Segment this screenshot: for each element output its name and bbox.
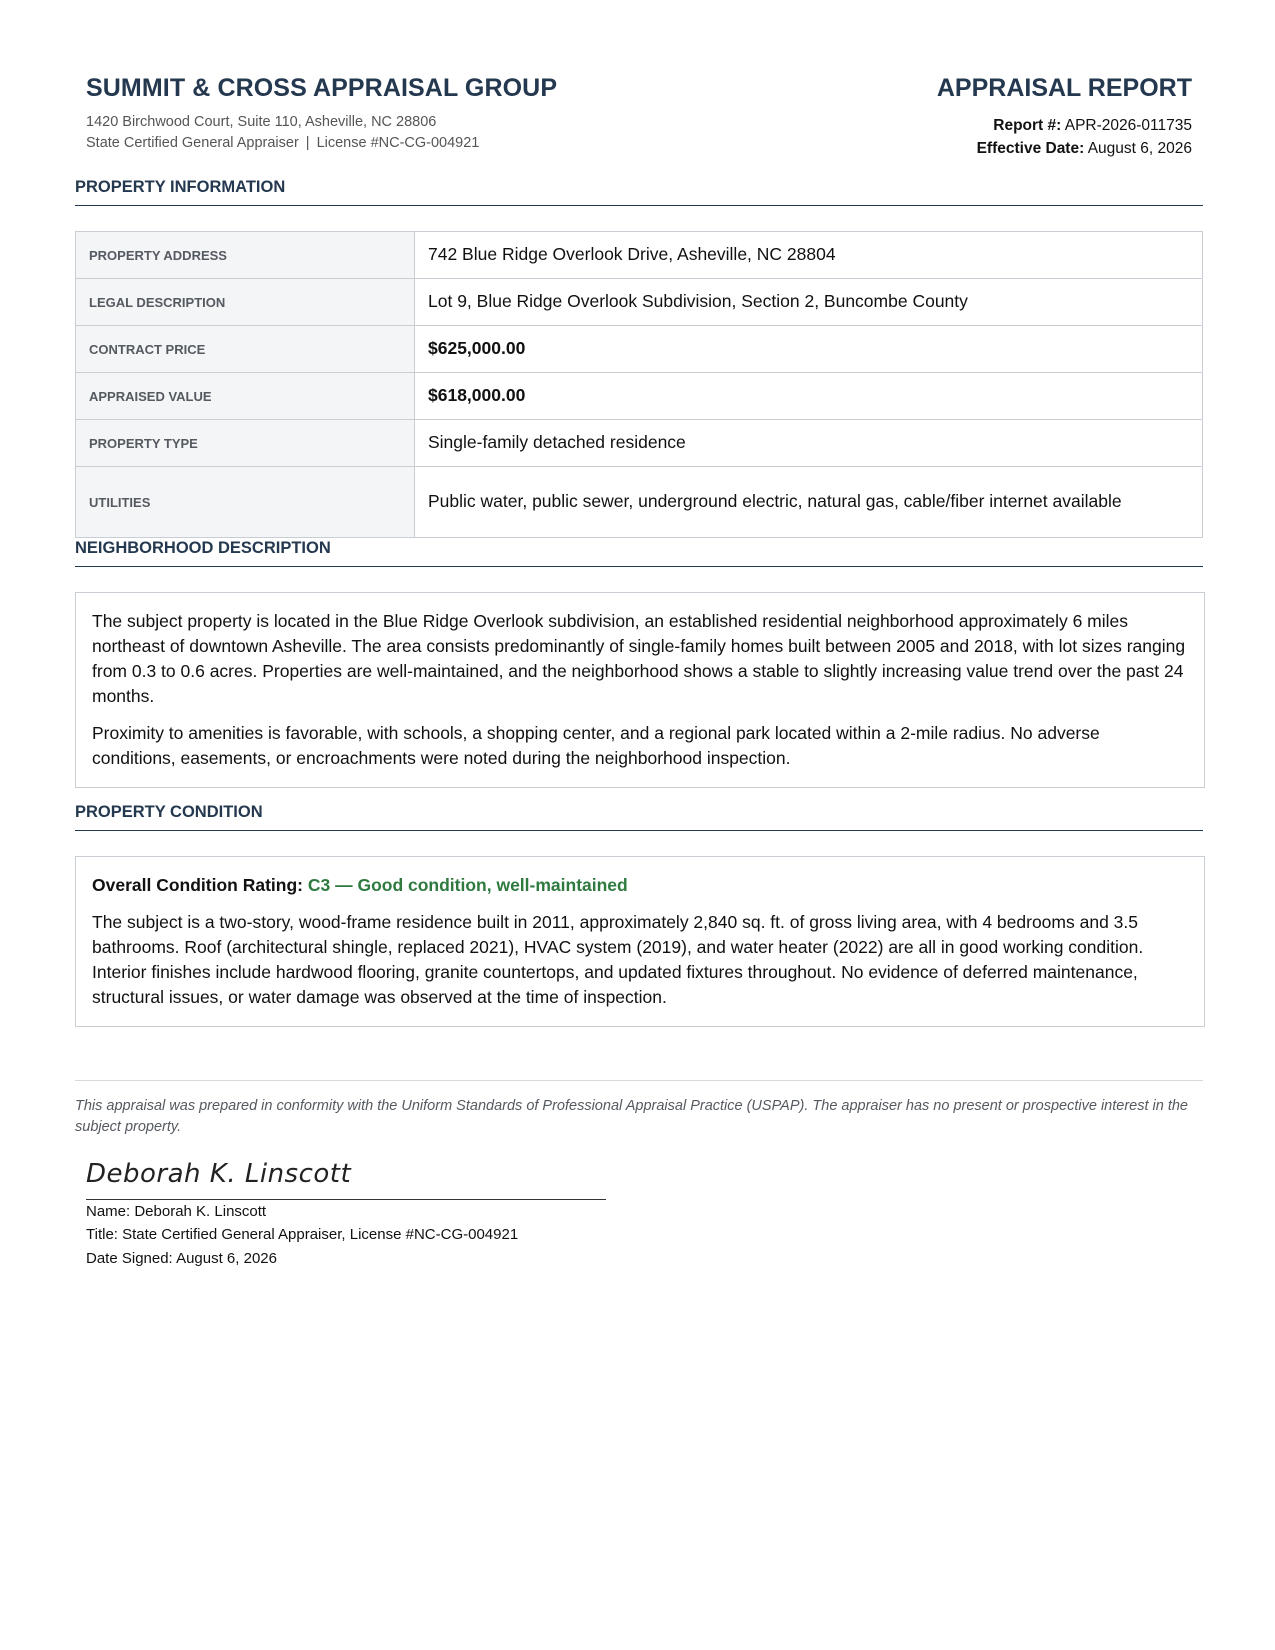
date-signed: Date Signed: August 6, 2026	[86, 1250, 277, 1267]
property-condition-heading: PROPERTY CONDITION	[75, 803, 1203, 831]
neighborhood-box	[75, 592, 1205, 788]
table-row	[76, 373, 1203, 420]
table-row	[76, 420, 1203, 467]
uspap-disclaimer: This appraisal was prepared in conformity with the Uniform Standards of Professional Appraisal Practice (USPAP). The appraiser has no present or prospective interest in the subject property.	[75, 1098, 1188, 1135]
property-address-value: 742 Blue Ridge Overlook Drive, Asheville, NC 28804	[415, 232, 1203, 279]
effective-date-line	[977, 140, 1192, 158]
table-row	[76, 232, 1203, 279]
signature: Deborah K. Linscott	[86, 1159, 352, 1189]
row-label: PROPERTY TYPE	[76, 420, 415, 467]
effective-date-label: Effective Date:	[976, 140, 1085, 157]
divider	[75, 1080, 1203, 1081]
signer-title: Title: State Certified General Appraiser, License #NC-CG-004921	[86, 1226, 519, 1243]
appraisal-document	[75, 0, 1203, 1267]
table-row	[76, 326, 1203, 373]
signer-name: Name: Deborah K. Linscott	[86, 1203, 267, 1220]
firm-certification-line	[86, 135, 479, 151]
contract-price-value: $625,000.00	[415, 326, 1203, 373]
table-row	[76, 279, 1203, 326]
signature-line	[86, 1199, 606, 1200]
firm-certification: State Certified General Appraiser	[86, 135, 299, 151]
row-label: APPRAISED VALUE	[76, 373, 415, 420]
firm-address: 1420 Birchwood Court, Suite 110, Asheville, NC 28806	[86, 114, 437, 130]
neighborhood-paragraph: Proximity to amenities is favorable, with schools, a shopping center, and a regional park located within a 2-mile radius. No adverse conditions, easements, or encroachments were noted during the neighborhood inspection.	[92, 723, 1100, 768]
table-row	[76, 467, 1203, 538]
report-number-label: Report #:	[993, 117, 1062, 134]
firm-license: License #NC-CG-004921	[316, 135, 480, 151]
report-number-line	[993, 117, 1192, 135]
report-number: APR-2026-011735	[1064, 117, 1192, 134]
row-label: LEGAL DESCRIPTION	[76, 279, 415, 326]
appraised-value-value: $618,000.00	[415, 373, 1203, 420]
neighborhood-heading: NEIGHBORHOOD DESCRIPTION	[75, 539, 1203, 567]
report-title: APPRAISAL REPORT	[936, 74, 1192, 102]
firm-name: SUMMIT & CROSS APPRAISAL GROUP	[86, 74, 558, 102]
row-label: PROPERTY ADDRESS	[76, 232, 415, 279]
utilities-value: Public water, public sewer, underground electric, natural gas, cable/fiber internet available	[415, 467, 1203, 538]
condition-rating-value: C3 — Good condition, well-maintained	[307, 875, 628, 895]
condition-rating	[92, 873, 1188, 898]
property-information-heading: PROPERTY INFORMATION	[75, 178, 1203, 206]
document-header	[75, 0, 1203, 170]
condition-rating-label: Overall Condition Rating:	[92, 875, 303, 895]
row-label: UTILITIES	[76, 467, 415, 538]
legal-description-value: Lot 9, Blue Ridge Overlook Subdivision, Section 2, Buncombe County	[415, 279, 1203, 326]
condition-description: The subject is a two-story, wood-frame residence built in 2011, approximately 2,840 sq. ft. of gross living area, with 4 bedrooms and 3.5 bathrooms. Roof (architectural shingle, replaced 2021), HVAC system (2019), and water heater (2022) are all in good working condition. Interior finishes include hardwood flooring, granite countertops, and updated fixtures throughout. No evidence of deferred maintenance, structural issues, or water damage was observed at the time of inspection.	[92, 912, 1144, 1007]
condition-box	[75, 856, 1205, 1027]
row-label: CONTRACT PRICE	[76, 326, 415, 373]
property-type-value: Single-family detached residence	[415, 420, 1203, 467]
neighborhood-paragraph: The subject property is located in the Blue Ridge Overlook subdivision, an established residential neighborhood approximately 6 miles northeast of downtown Asheville. The area consists predominantly of single-family homes built between 2005 and 2018, with lot sizes ranging from 0.3 to 0.6 acres. Properties are well-maintained, and the neighborhood shows a stable to slightly increasing value trend over the past 24 months.	[92, 611, 1186, 706]
firm-separator: |	[305, 135, 310, 151]
property-information-table	[75, 231, 1203, 538]
effective-date: August 6, 2026	[1087, 140, 1192, 157]
